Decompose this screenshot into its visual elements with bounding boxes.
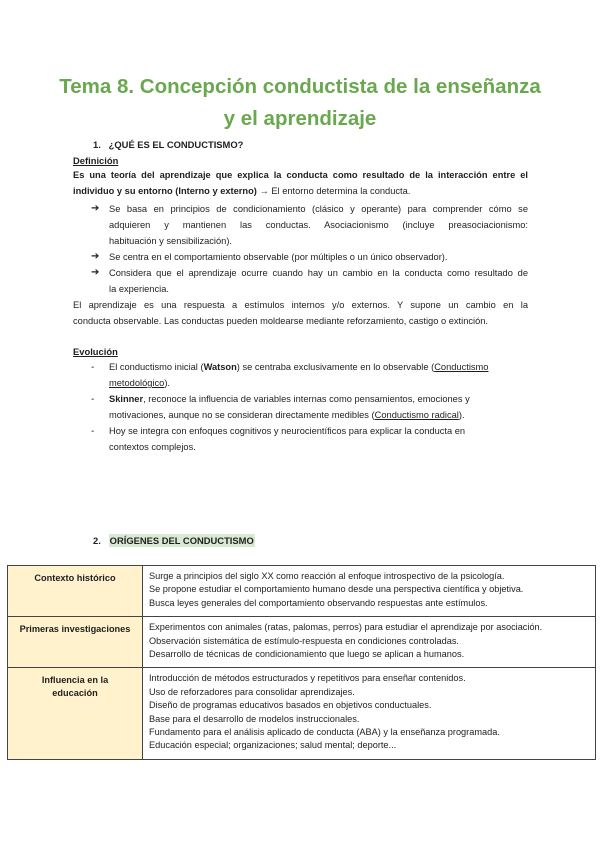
arrow-bullet-icon: ➔ [91,203,100,214]
evolution-1-text-mid: ) se centraba exclusivamente en lo observable ( [236,362,435,372]
section-1-title: ¿QUÉ ES EL CONDUCTISMO? [108,139,244,150]
row-line: Busca leyes generales del comportamiento observando respuestas ante estímulos. [149,597,488,608]
evolution-1-close: ). [164,378,170,388]
bullet-2-line-1: Se centra en el comportamiento observable (por múltiples o un único observador). [109,252,448,262]
arrow-bullet-icon: ➔ [91,267,100,278]
bullet-1-line-3: habituación y sensibilización). [109,236,232,246]
arrow-bullet-icon: ➔ [91,251,100,262]
definition-line-1: Es una teoría del aprendizaje que explica la conducta como resultado de la interacción entre el [73,170,528,180]
row-line: Base para el desarrollo de modelos instruccionales. [149,713,360,724]
row-label: Primeras investigaciones [19,624,131,635]
row-value-cell [143,566,596,617]
section-1-number: 1. [93,139,101,150]
table-row [8,617,596,668]
watson-name: Watson [203,362,237,372]
dash-bullet-icon: - [91,394,95,405]
row-line: Se propone estudiar el comportamiento humano desde una perspectiva científica y objetiva. [149,584,524,595]
row-value-cell [143,617,596,668]
section-2-heading [93,535,255,546]
dash-bullet-icon: - [91,426,95,437]
bullet-3-line-1: Considera que el aprendizaje ocurre cuando hay un cambio en la conducta como resultado de [109,268,528,278]
row-line: Observación sistemática de estímulo-respuesta en condiciones controladas. [149,635,459,646]
bullet-1-line-1: Se basa en principios de condicionamiento (clásico y operante) para comprender cómo se [109,204,528,214]
evolution-1-line-1 [109,361,488,374]
definition-line-2 [73,185,410,198]
skinner-name: Skinner [109,394,144,404]
paragraph-line-2: conducta observable. Las conductas pueden moldearse mediante reforzamiento, castigo o extinción. [73,316,488,326]
table-row [8,566,596,617]
evolution-3-line-1: Hoy se integra con enfoques cognitivos y neurocientíficos para explicar la conducta en [109,426,466,436]
table-row [8,668,596,759]
row-value-cell [143,668,596,759]
conductismo-metodologico-link[interactable]: Conductismo [434,362,489,372]
section-2-number: 2. [93,535,101,546]
row-label-cell [8,668,143,759]
origins-table [7,565,596,760]
row-line: Fundamento para el análisis aplicado de conducta (ABA) y la enseñanza programada. [149,727,500,738]
paragraph-line-1: El aprendizaje es una respuesta a estímulos internos y/o externos. Y supone un cambio en la [73,300,528,310]
row-line: Diseño de programas educativos basados en objetivos conductuales. [149,700,432,711]
evolution-label: Evolución [73,346,118,357]
evolution-2-close: ). [458,410,465,420]
row-line: Educación especial; organizaciones; salud mental; deporte... [149,740,397,751]
document-title-line-1: Tema 8. Concepción conductista de la enseñanza [59,75,541,98]
definition-line-2-rest: → El entorno determina la conducta. [256,186,411,196]
row-label: Influencia en la [41,675,109,686]
bullet-3-line-2: la experiencia. [109,284,169,294]
row-line: Desarrollo de técnicas de condicionamiento que luego se aplican a humanos. [149,649,465,660]
conductismo-metodologico-link-cont[interactable]: metodológico [109,378,165,388]
row-line: Introducción de métodos estructurados y repetitivos para enseñar contenidos. [149,673,466,684]
definition-label: Definición [73,155,119,166]
row-label-cell [8,566,143,617]
row-line: Uso de reforzadores para consolidar aprendizajes. [149,686,355,697]
evolution-2-line-2 [109,409,465,422]
evolution-1-line-2 [109,377,170,390]
section-2-title: ORÍGENES DEL CONDUCTISMO [109,535,254,546]
conductismo-radical-link[interactable]: Conductismo radical [374,410,459,420]
document-title-line-2: y el aprendizaje [223,107,377,130]
row-label: Contexto histórico [34,573,116,583]
definition-line-2-bold: individuo y su entorno (Interno y externo) [73,186,257,196]
evolution-2-text-2: motivaciones, aunque no se consideran directamente medibles ( [109,410,375,420]
section-1-heading [93,139,243,150]
dash-bullet-icon: - [91,362,95,373]
evolution-1-text: El conductismo inicial ( [109,362,204,372]
evolution-2-line-1 [109,393,470,406]
bullet-1-line-2: adquieren y mantienen las conductas. Asociacionismo (incluye preasociacionismo: [109,220,528,230]
evolution-3-line-2: contextos complejos. [109,442,196,452]
row-line: Surge a principios del siglo XX como reacción al enfoque introspectivo de la psicología. [149,571,505,581]
row-line: Experimentos con animales (ratas, palomas, perros) para estudiar el aprendizaje por asociación. [149,622,543,633]
row-label-cell [8,617,143,668]
evolution-2-text: , reconoce la influencia de variables internas como pensamientos, emociones y [143,394,470,404]
row-label-2: educación [52,688,98,699]
